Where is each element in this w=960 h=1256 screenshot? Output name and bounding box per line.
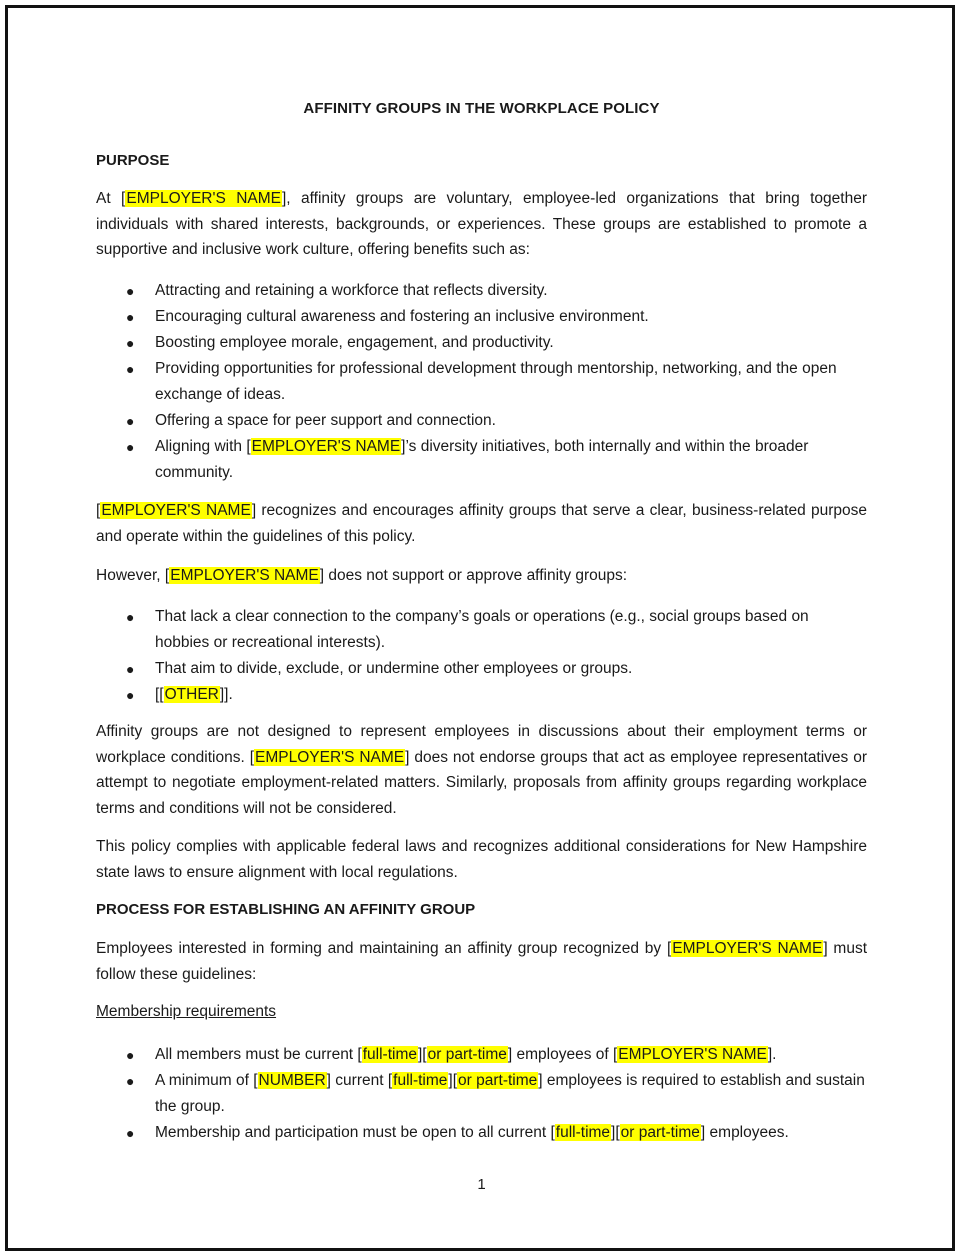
list-item: ● That aim to divide, exclude, or undermine other employees or groups. — [126, 660, 633, 677]
employer-name-placeholder: EMPLOYER'S NAME — [255, 748, 405, 766]
employer-name-placeholder: EMPLOYER'S NAME — [618, 1046, 767, 1063]
list-item: ● Encouraging cultural awareness and fostering an inclusive environment. — [126, 308, 649, 325]
list-item: ● That lack a clear connection to the company’s goals or operations (e.g., social groups based on hobbies or recreational interests). — [126, 608, 809, 651]
membership-list — [96, 1042, 867, 1146]
page-number: 1 — [477, 1176, 486, 1193]
employer-name-placeholder: EMPLOYER'S NAME — [251, 438, 401, 455]
number-placeholder: NUMBER — [258, 1072, 326, 1089]
list-item: ● Membership and participation must be open to all current [full-time][or part-time] employees. — [126, 1124, 789, 1141]
document-page — [5, 5, 955, 1251]
membership-heading: Membership requirements — [96, 1003, 277, 1020]
benefits-list — [96, 278, 867, 486]
employer-name-placeholder: EMPLOYER'S NAME — [170, 567, 319, 584]
compliance-paragraph: This policy complies with applicable federal laws and recognizes additional considerations for New Hampshire state laws to ensure alignment with local regulations. — [96, 838, 867, 881]
purpose-paragraph: At [EMPLOYER'S NAME], affinity groups are voluntary, employee-led organizations that bring together individuals with shared interests, backgrounds, or experiences. These groups are established to promote a supportive and inclusive work culture, offering benefits such as: — [96, 190, 867, 258]
list-item: ● Aligning with [EMPLOYER'S NAME]’s diversity initiatives, both internally and within the broader community. — [126, 438, 809, 481]
full-time-placeholder: full-time — [393, 1072, 448, 1089]
employer-name-placeholder: EMPLOYER'S NAME — [672, 940, 823, 957]
list-item: ● Boosting employee morale, engagement, and productivity. — [126, 334, 554, 351]
employer-name-placeholder: EMPLOYER'S NAME — [101, 502, 251, 519]
list-item: ● [[OTHER]]. — [126, 686, 233, 703]
document-title: AFFINITY GROUPS IN THE WORKPLACE POLICY — [303, 100, 660, 117]
purpose-heading: PURPOSE — [96, 152, 170, 169]
part-time-placeholder: or part-time — [620, 1124, 700, 1141]
full-time-placeholder: full-time — [362, 1046, 417, 1063]
list-item: ● Offering a space for peer support and connection. — [126, 412, 496, 429]
representation-paragraph: Affinity groups are not designed to represent employees in discussions about their employment terms or workplace conditions. [EMPLOYER'S NAME] does not endorse groups that act as employee representatives or attempt to negotiate employment-related matters. Similarly, proposals from affinity groups regarding workplace terms and conditions will not be considered. — [96, 723, 867, 817]
part-time-placeholder: or part-time — [427, 1046, 507, 1063]
list-item: ● A minimum of [NUMBER] current [full-time][or part-time] employees is required to establish and sustain the group. — [126, 1072, 865, 1115]
process-heading: PROCESS FOR ESTABLISHING AN AFFINITY GROUP — [96, 901, 476, 918]
process-paragraph: Employees interested in forming and maintaining an affinity group recognized by [EMPLOYER'S NAME] must follow these guidelines: — [96, 940, 868, 983]
full-time-placeholder: full-time — [555, 1124, 611, 1141]
list-item: ● All members must be current [full-time][or part-time] employees of [EMPLOYER'S NAME]. — [126, 1046, 777, 1063]
recognition-paragraph: [EMPLOYER'S NAME] recognizes and encourages affinity groups that serve a clear, business-related purpose and operate within the guidelines of this policy. — [96, 502, 868, 545]
part-time-placeholder: or part-time — [458, 1072, 538, 1089]
other-placeholder: OTHER — [164, 686, 219, 703]
not-supported-intro: However, [EMPLOYER'S NAME] does not support or approve affinity groups: — [96, 567, 628, 584]
list-item: ● Providing opportunities for professional development through mentorship, networking, and the open exchange of ideas. — [126, 360, 837, 403]
employer-name-placeholder: EMPLOYER'S NAME — [126, 190, 281, 207]
not-supported-list — [96, 604, 867, 708]
list-item: ● Attracting and retaining a workforce that reflects diversity. — [126, 282, 548, 299]
